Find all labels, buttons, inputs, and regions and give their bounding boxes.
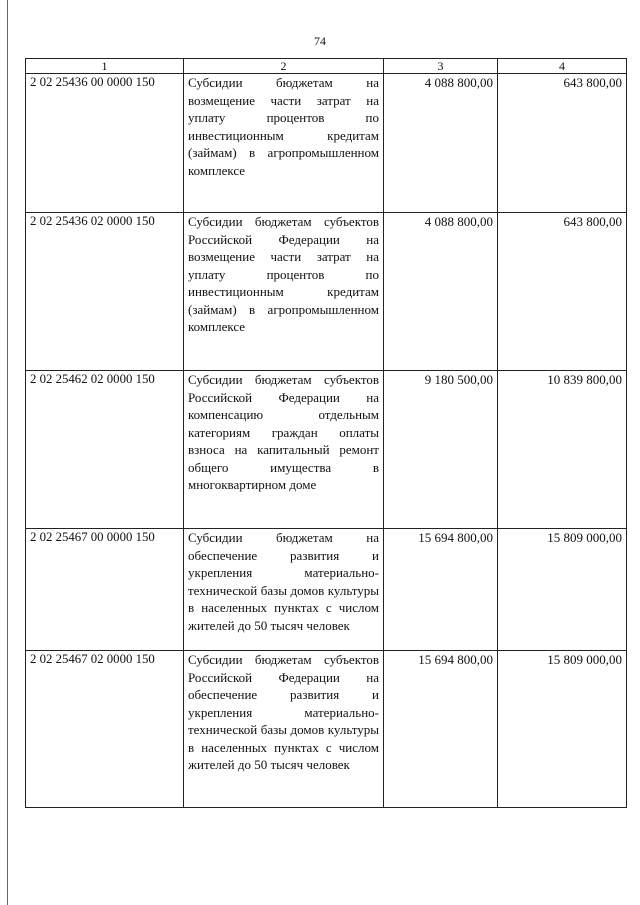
amount-column-3: 9 180 500,00 xyxy=(384,371,498,529)
amount-column-3: 15 694 800,00 xyxy=(384,651,498,808)
table-row xyxy=(26,651,627,808)
table-header-row xyxy=(26,59,627,74)
revenue-name: Субсидии бюджетам субъектов Российской Федерации на возмещение части затрат на уплату процентов по инвестиционным кредитам (займам) в агропромышленном комплексе xyxy=(184,213,384,371)
revenue-name: Субсидии бюджетам на возмещение части затрат на уплату процентов по инвестиционным кредитам (займам) в агропромышленном комплексе xyxy=(184,74,384,213)
revenue-name: Субсидии бюджетам субъектов Российской Федерации на обеспечение развития и укрепления материально-технической базы домов культуры в населенных пунктах с числом жителей до 50 тысяч человек xyxy=(184,651,384,808)
amount-column-3: 4 088 800,00 xyxy=(384,74,498,213)
budget-revenue-table xyxy=(25,58,627,808)
column-header-value-4: 4 xyxy=(498,59,627,74)
margin-line xyxy=(7,0,8,905)
revenue-code: 2 02 25436 02 0000 150 xyxy=(26,213,184,371)
table-row xyxy=(26,74,627,213)
amount-column-4: 15 809 000,00 xyxy=(498,651,627,808)
table-row xyxy=(26,529,627,651)
revenue-code: 2 02 25462 02 0000 150 xyxy=(26,371,184,529)
revenue-name: Субсидии бюджетам субъектов Российской Федерации на компенсацию отдельным категориям граждан оплаты взноса на капитальный ремонт общего имущества в многоквартирном доме xyxy=(184,371,384,529)
amount-column-4: 643 800,00 xyxy=(498,74,627,213)
table-row xyxy=(26,371,627,529)
column-header-name: 2 xyxy=(184,59,384,74)
page-number: 74 xyxy=(314,34,326,48)
amount-column-4: 15 809 000,00 xyxy=(498,529,627,651)
revenue-code: 2 02 25467 02 0000 150 xyxy=(26,651,184,808)
amount-column-3: 15 694 800,00 xyxy=(384,529,498,651)
revenue-code: 2 02 25436 00 0000 150 xyxy=(26,74,184,213)
column-header-code: 1 xyxy=(26,59,184,74)
revenue-code: 2 02 25467 00 0000 150 xyxy=(26,529,184,651)
column-header-value-3: 3 xyxy=(384,59,498,74)
amount-column-4: 10 839 800,00 xyxy=(498,371,627,529)
table-row xyxy=(26,213,627,371)
revenue-name: Субсидии бюджетам на обеспечение развития и укрепления материально-технической базы домов культуры в населенных пунктах с числом жителей до 50 тысяч человек xyxy=(184,529,384,651)
amount-column-3: 4 088 800,00 xyxy=(384,213,498,371)
amount-column-4: 643 800,00 xyxy=(498,213,627,371)
